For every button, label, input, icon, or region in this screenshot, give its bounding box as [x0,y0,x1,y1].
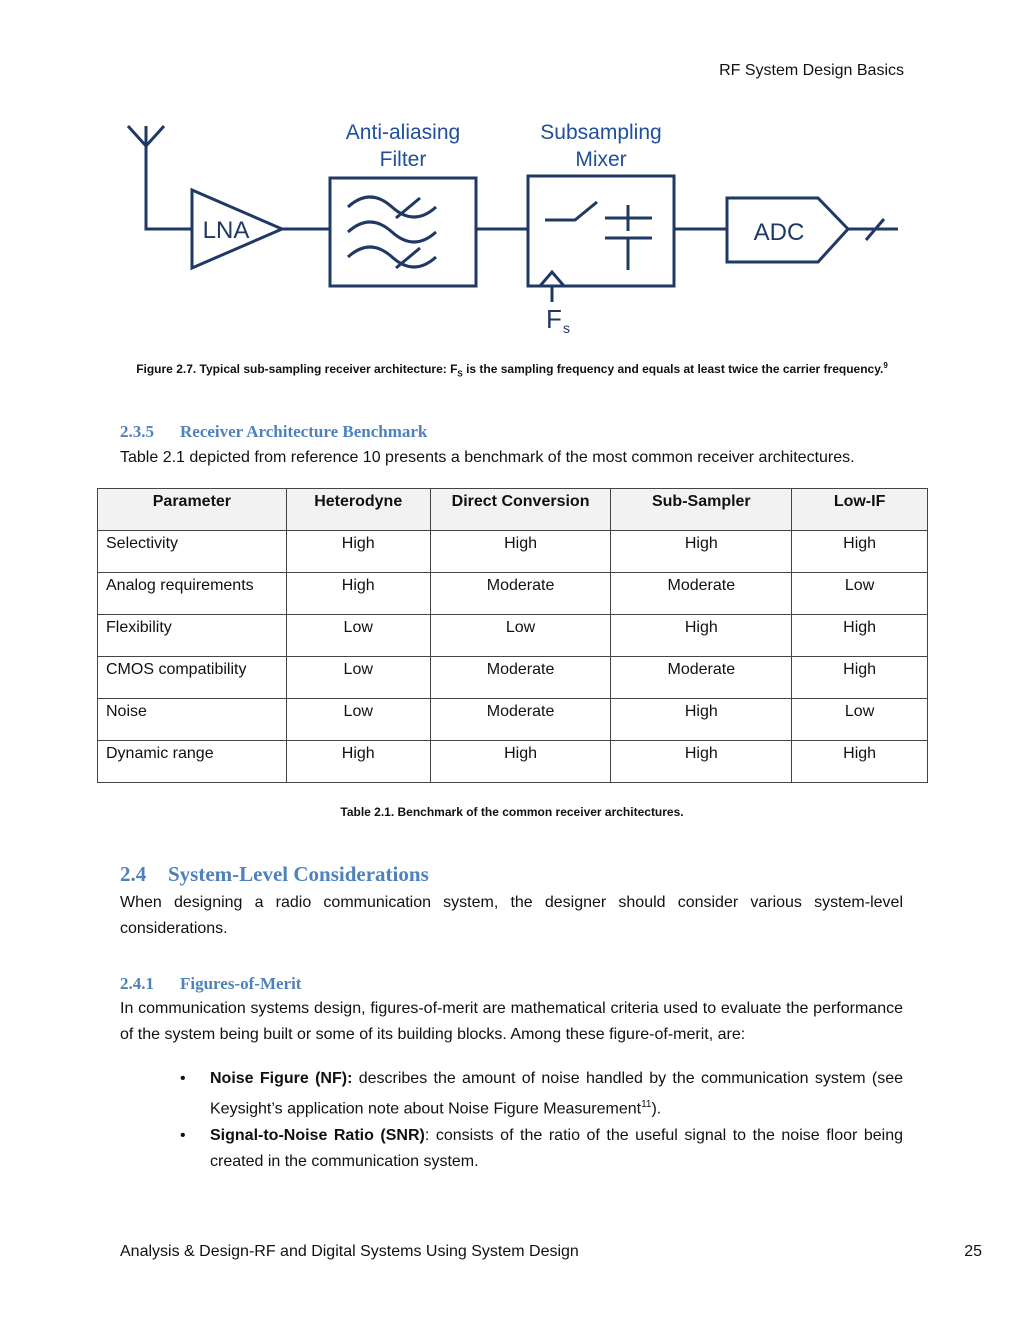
table-cell: High [792,657,928,699]
mixer-title-line1: Subsampling [540,121,662,144]
table-cell: High [792,741,928,783]
table-cell: Low [430,615,611,657]
table-cell: Low [286,699,430,741]
table-cell: Analog requirements [98,573,287,615]
table-cell: Moderate [430,573,611,615]
table-cell: High [792,615,928,657]
table-cell: High [611,615,792,657]
benchmark-table [97,488,928,783]
figure-caption: Figure 2.7. Typical sub-sampling receiver architecture: $F_S$ is the sampling frequency and equals at least twice the carrier frequency.$^9$ [136,361,888,379]
table-cell: Moderate [430,699,611,741]
table-cell: High [611,531,792,573]
table-cell: Selectivity [98,531,287,573]
table-row [98,741,928,783]
receiver-block-diagram [110,110,910,340]
table-cell: Dynamic range [98,741,287,783]
table-cell: High [611,699,792,741]
fs-subscript: s [563,320,570,336]
table-intro-paragraph: Table 2.1 depicted from reference 10 presents a benchmark of the most common receiver architectures. [120,449,855,466]
table-row [98,615,928,657]
table-cell: Moderate [430,657,611,699]
section-heading-2-4: 2.4 System-Level Considerations [120,862,429,886]
table-row [98,531,928,573]
table-header-cell: Parameter [98,489,287,531]
table-row [98,657,928,699]
table-header-cell: Sub-Sampler [611,489,792,531]
section-heading-2-4-1: 2.4.1 Figures-of-Merit [120,974,302,993]
table-cell: Flexibility [98,615,287,657]
table-cell: Moderate [611,573,792,615]
table-cell: High [430,531,611,573]
table-cell: Low [792,573,928,615]
table-cell: High [286,741,430,783]
bullet-icon: • [180,1127,186,1145]
table-cell: Low [286,657,430,699]
table-cell: High [286,531,430,573]
filter-title-line2: Filter [379,148,427,171]
table-row [98,699,928,741]
section-heading-2-3-5: 2.3.5 Receiver Architecture Benchmark [120,422,428,441]
table-cell: Noise [98,699,287,741]
switch-icon [545,202,597,220]
table-cell: CMOS compatibility [98,657,287,699]
list-item: • Signal-to-Noise Ratio (SNR): consists of the ratio of the useful signal to the noise floor being created in the communication system. [180,1123,903,1175]
table-cell: High [792,531,928,573]
figures-of-merit-list [180,1066,903,1176]
clock-input-icon [540,272,564,286]
table-header-cell: Low-IF [792,489,928,531]
system-level-paragraph: When designing a radio communication system, the designer should consider various system-level considerations. [120,894,903,937]
lna-label: LNA [202,217,250,244]
table-row [98,573,928,615]
page-number: 25 [964,1243,982,1260]
table-cell: High [286,573,430,615]
table-cell: High [611,741,792,783]
mixer-title-line2: Mixer [575,148,627,171]
running-header: RF System Design Basics [719,62,904,79]
table-header-cell: Direct Conversion [430,489,611,531]
table-cell: High [430,741,611,783]
filter-block [330,178,476,286]
filter-title-line1: Anti-aliasing [345,121,461,144]
antenna-icon [128,126,192,229]
table-header-row [98,489,928,531]
table-cell: Low [792,699,928,741]
fs-label: F [546,304,562,334]
figures-of-merit-paragraph: In communication systems design, figures-of-merit are mathematical criteria used to evaluate the performance of the system being built or some of its building blocks. Among these figure-of-merit, are: [120,1000,903,1043]
table-cell: Moderate [611,657,792,699]
table-header-cell: Heterodyne [286,489,430,531]
bullet-icon: • [180,1070,186,1087]
table-caption: Table 2.1. Benchmark of the common receiver architectures. [340,805,684,819]
mixer-block [528,176,674,286]
list-item: • Noise Figure (NF): describes the amount of noise handled by the communication system (see Keysight’s application note about Noise Figure Measurement$^{11}$). [180,1066,903,1122]
footer-title: Analysis & Design-RF and Digital Systems Using System Design [120,1243,579,1260]
table-cell: Low [286,615,430,657]
adc-label: ADC [753,219,805,246]
